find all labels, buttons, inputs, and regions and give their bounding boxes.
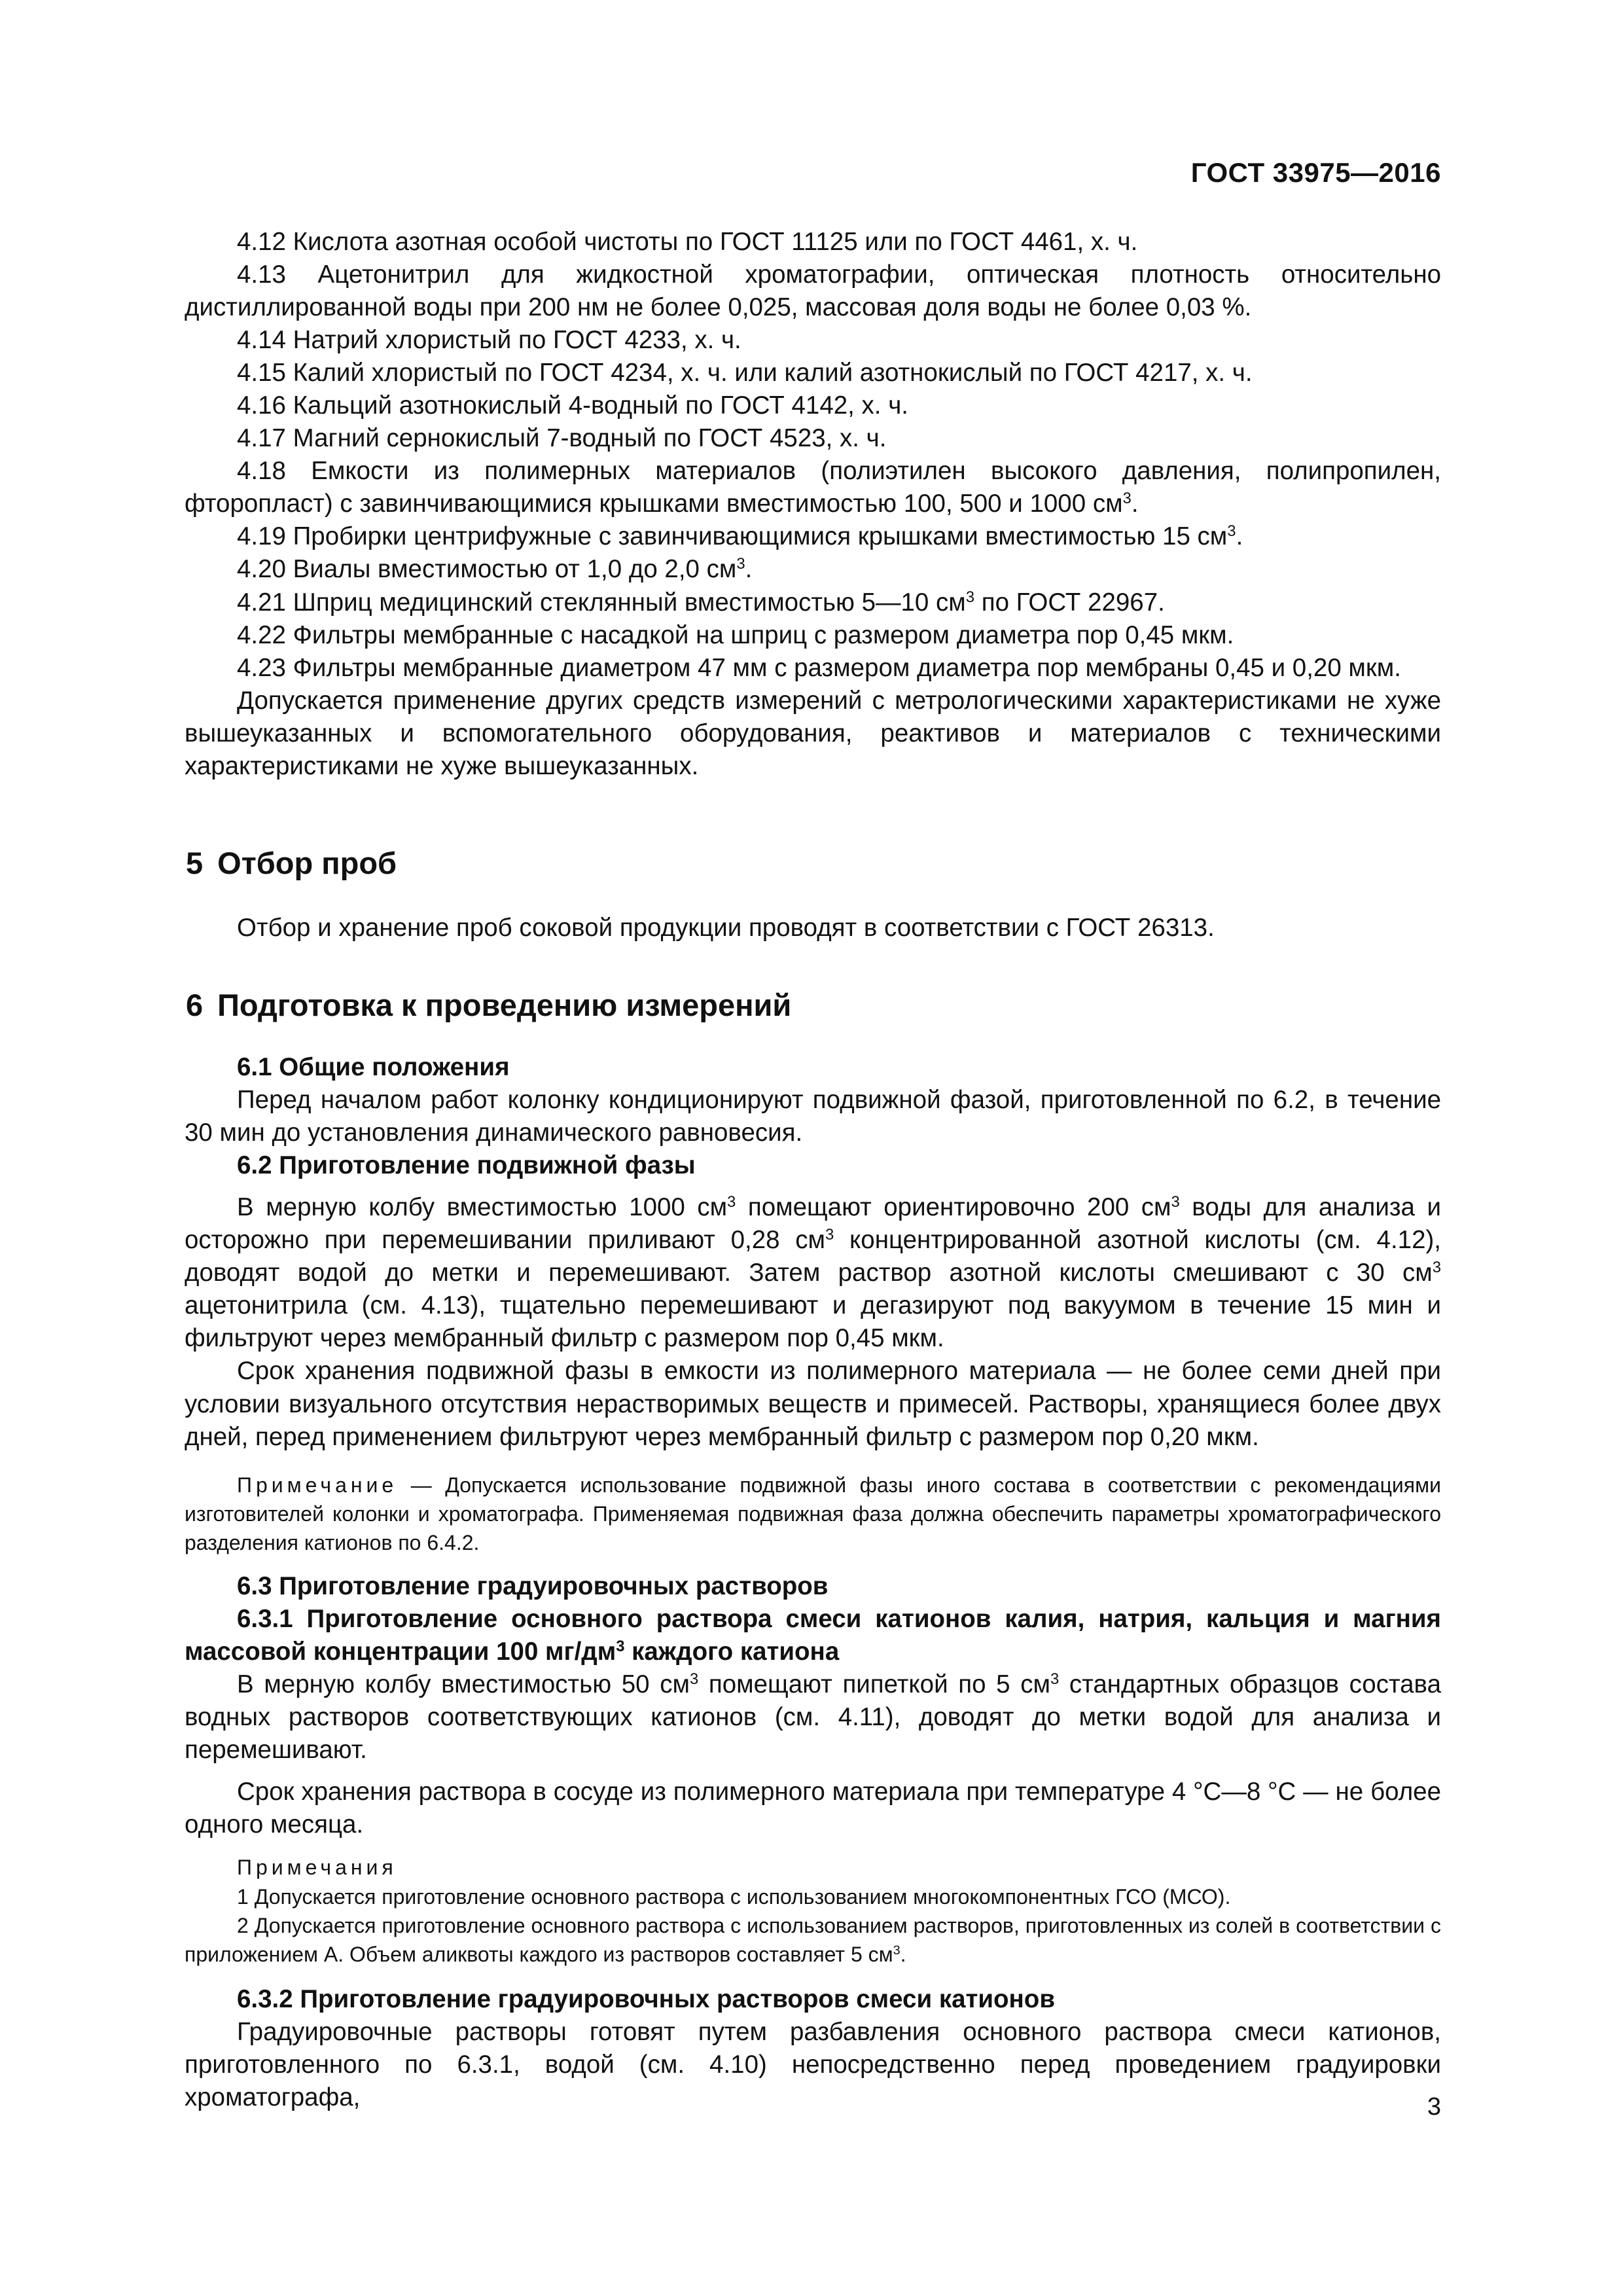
superscript-3: 3: [616, 1638, 625, 1656]
list-item-4-19: [185, 520, 1441, 553]
subsection-6-3-1-paragraph-2: Срок хранения раствора в сосуде из полимерного материала при температуре 4 °С—8 °С — не более одного месяца.: [185, 1778, 1441, 1839]
superscript-3: 3: [1171, 1193, 1180, 1211]
list-item-4-17: 4.17 Магний сернокислый 7-водный по ГОСТ 4523, х. ч.: [237, 424, 887, 453]
note-text: — Допускается использование подвижной фазы иного состава в соответствии с рекомендациями изготовителей колонки и хроматографа. Применяемая подвижная фаза должна обеспечить параметры хроматографического разделения катионов по 6.4.2.: [185, 1473, 1441, 1554]
superscript-3: 3: [727, 1193, 736, 1211]
section-5-title: Отбор проб: [217, 845, 397, 880]
text-run: В мерную колбу вместимостью 50 см: [237, 1670, 690, 1699]
section-5-number: 5: [186, 845, 204, 880]
superscript-3: 3: [736, 555, 745, 573]
note-2-text: 2 Допускается приготовление основного раствора с использованием растворов, приготовленных из солей в соответствии с приложением А. Объем аликвоты каждого из растворов составляет 5 см: [185, 1913, 1441, 1966]
list-item-4-20: [185, 553, 1441, 586]
subsection-6-3-2-title: 6.3.2 Приготовление градуировочных растворов смеси катионов: [237, 1985, 1055, 2014]
section-5-text: Отбор и хранение проб соковой продукции проводят в соответствии с ГОСТ 26313.: [237, 913, 1215, 942]
page-number: 3: [1427, 2093, 1441, 2121]
list-item-4-20-text: 4.20 Виалы вместимостью от 1,0 до 2,0 см: [237, 555, 737, 584]
text-run: воды для анализа и осторожно при перемешивании приливают 0,28 см: [185, 1193, 1441, 1255]
subsection-6-2-paragraph-2: Срок хранения подвижной фазы в емкости из полимерного материала — не более семи дней при условии визуального отсутствия нерастворимых веществ и примесей. Растворы, хранящиеся более двух дней, перед применением фильтруют через мембранный фильтр с размером пор 0,20 мкм.: [185, 1357, 1441, 1451]
superscript-3: 3: [1432, 1259, 1441, 1277]
text-run: каждого катиона: [624, 1638, 840, 1666]
subsection-6-3-2-text: Градуировочные растворы готовят путем разбавления основного раствора смеси катионов, приготовленного по 6.3.1, водой (см. 4.10) непосредственно перед проведением градуировки хроматографа,: [185, 2018, 1441, 2112]
list-item-4-13: 4.13 Ацетонитрил для жидкостной хроматографии, оптическая плотность относительно дистиллированной воды при 200 нм не более 0,025, массовая доля воды не более 0,03 %.: [185, 260, 1441, 322]
note-2: [185, 1911, 1441, 1969]
superscript-3: 3: [1227, 522, 1236, 541]
superscript-3: 3: [965, 588, 975, 606]
list-item-4-19-text: 4.19 Пробирки центрифужные с завинчивающимися крышками вместимостью 15 см: [237, 522, 1228, 551]
text-run: стандартных образцов состава водных растворов соответствующих катионов (см. 4.11), доводят до метки водой для анализа и перемешивают.: [185, 1670, 1441, 1765]
list-item-4-15: 4.15 Калий хлористый по ГОСТ 4234, х. ч. или калий азотнокислый по ГОСТ 4217, х. ч.: [237, 359, 1253, 387]
text-run: 6.3.1 Приготовление основного раствора смеси катионов калия, натрия, кальция и магния массовой концентрации 100 мг/дм: [185, 1605, 1441, 1666]
subsection-6-2-paragraph-1: [185, 1191, 1441, 1355]
subsection-6-2-title: 6.2 Приготовление подвижной фазы: [237, 1151, 696, 1180]
subsection-6-3-1-paragraph-1: [185, 1668, 1441, 1767]
superscript-3: 3: [689, 1670, 699, 1689]
subsection-6-1-text: Перед началом работ колонку кондиционируют подвижной фазой, приготовленной по 6.2, в течение 30 мин до установления динамического равновесия.: [185, 1086, 1441, 1147]
text-run: В мерную колбу вместимостью 1000 см: [237, 1193, 728, 1222]
page-content: [185, 226, 1441, 2114]
note-label: Примечание: [237, 1473, 398, 1497]
subsection-6-3-title: 6.3 Приготовление градуировочных растворов: [237, 1572, 829, 1601]
document-id-header: ГОСТ 33975—2016: [1190, 157, 1441, 188]
superscript-3: 3: [825, 1226, 834, 1244]
list-item-4-23: 4.23 Фильтры мембранные диаметром 47 мм с размером диаметра пор мембраны 0,45 и 0,20 мкм.: [237, 653, 1401, 682]
list-item-4-21-text: 4.21 Шприц медицинский стеклянный вместимостью 5—10 см: [237, 588, 966, 617]
period: .: [1236, 522, 1243, 551]
superscript-3: 3: [893, 1943, 901, 1958]
subsection-6-1-title: 6.1 Общие положения: [237, 1053, 510, 1082]
list-item-4-12: 4.12 Кислота азотная особой чистоты по ГОСТ 11125 или по ГОСТ 4461, х. ч.: [237, 228, 1138, 256]
subsection-6-2-note: [185, 1471, 1441, 1557]
text-run: ацетонитрила (см. 4.13), тщательно перемешивают и дегазируют под вакуумом в течение 15 мин и фильтруют через мембранный фильтр с размером пор 0,45 мкм.: [185, 1291, 1441, 1353]
superscript-3: 3: [1050, 1670, 1060, 1689]
superscript-3: 3: [1122, 490, 1132, 508]
text-run: помещают ориентировочно 200 см: [736, 1193, 1171, 1222]
note-1: 1 Допускается приготовление основного раствора с использованием многокомпонентных ГСО (МСО).: [237, 1884, 1231, 1909]
section-5-heading: [185, 843, 1441, 883]
text-run: помещают пипеткой по 5 см: [698, 1670, 1050, 1699]
list-item-4-16: 4.16 Кальций азотнокислый 4-водный по ГОСТ 4142, х. ч.: [237, 391, 908, 420]
section-6-title: Подготовка к проведению измерений: [217, 987, 792, 1022]
subsection-6-3-1-title: [185, 1603, 1441, 1668]
list-item-4-18: [185, 455, 1441, 520]
period: .: [1131, 490, 1139, 518]
list-item-4-14: 4.14 Натрий хлористый по ГОСТ 4233, х. ч.: [237, 326, 741, 355]
section-6-heading: [185, 985, 1441, 1025]
allowance-paragraph: Допускается применение других средств измерений с метрологическими характеристиками не хуже вышеуказанных и вспомогательного оборудования, реактивов и материалов с техническими характеристиками не хуже вышеуказанных.: [185, 686, 1441, 780]
section-6-number: 6: [186, 987, 204, 1022]
notes-label: Примечания: [237, 1856, 397, 1880]
text-run: концентрированной азотной кислоты (см. 4.12), доводят водой до метки и перемешивают. Затем раствор азотной кислоты смешивают с 30 см: [185, 1226, 1441, 1287]
period: .: [900, 1942, 906, 1966]
list-item-4-21-tail: по ГОСТ 22967.: [974, 588, 1165, 617]
list-item-4-21: [185, 586, 1441, 619]
period: .: [745, 555, 753, 584]
list-item-4-22: 4.22 Фильтры мембранные с насадкой на шприц с размером диаметра пор 0,45 мкм.: [237, 620, 1234, 649]
list-item-4-18-text: 4.18 Емкости из полимерных материалов (полиэтилен высокого давления, полипропилен, фторопласт) с завинчивающимися крышками вместимостью 100, 500 и 1000 см: [185, 457, 1441, 518]
